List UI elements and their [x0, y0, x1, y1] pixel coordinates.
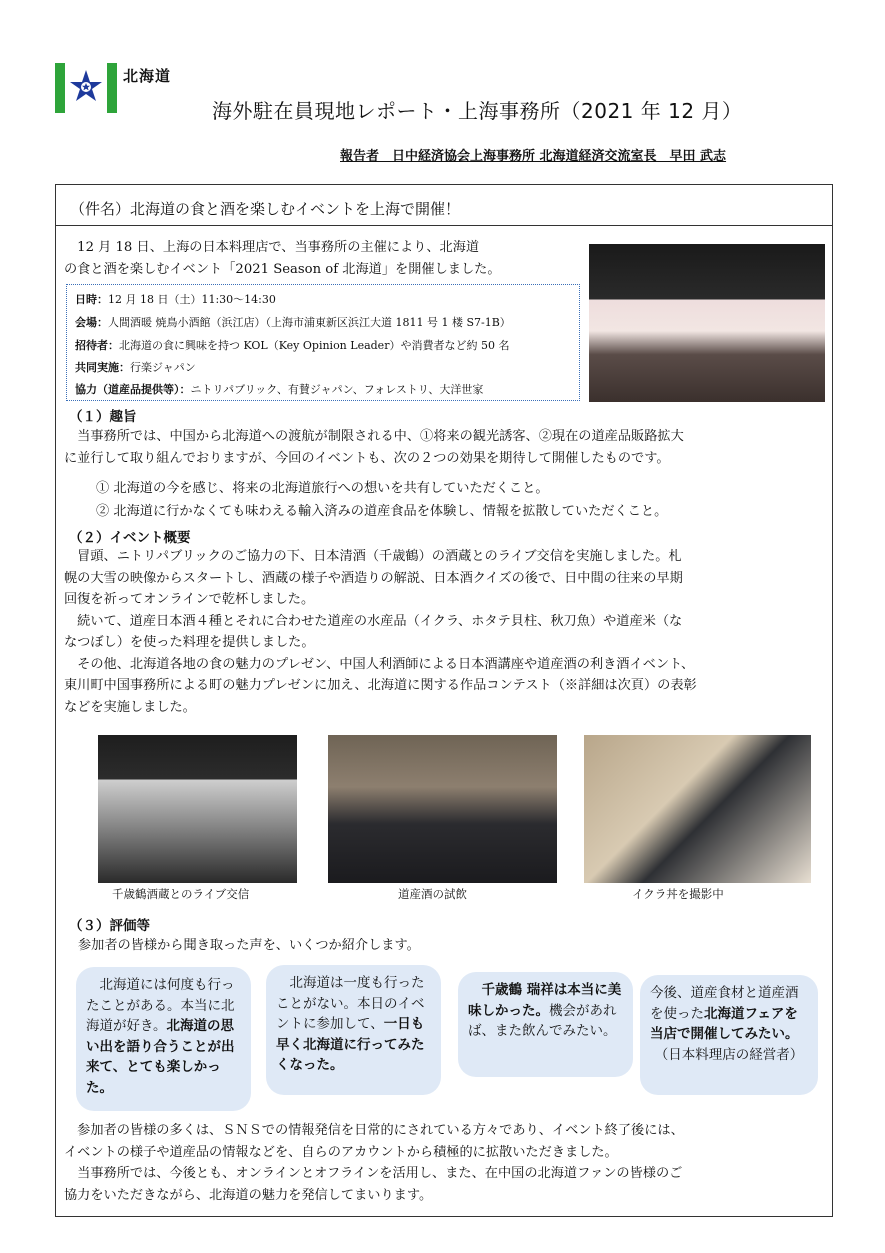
body-line: 当事務所では、今後とも、オンラインとオフラインを活用し、また、在中国の北海道ファンの皆様のご: [64, 1166, 683, 1181]
body-line: 回復を祈ってオンラインで乾杯しました。: [64, 592, 315, 607]
logo-green-bar-left: [55, 63, 65, 113]
event-info-box: [66, 284, 580, 401]
logo-green-bar-right: [107, 63, 117, 113]
body-line: 東川町中国事務所による町の魅力プレゼンに加え、北海道に関する作品コンテスト（※詳細は次頁）の表彰: [64, 678, 697, 693]
sake-tasting-photo: [328, 735, 557, 883]
feedback-bubble: 北海道には何度も行ったことがある。本当に北海道が好き。北海道の思い出を語り合うことが出来て、とても楽しかった。: [76, 967, 251, 1111]
body-line: 参加者の皆様の多くは、ＳＮＳでの情報発信を日常的にされている方々であり、イベント終了後には、: [64, 1123, 684, 1138]
info-invitees: 招待者：北海道の食に興味を持つ KOL（Key Opinion Leader）や消費者など約 50 名: [75, 339, 510, 352]
purpose-bullet-2: ② 北海道に行かなくても味わえる輸入済みの道産食品を体験し、情報を拡散していただくこと。: [96, 504, 668, 519]
body-line: イベントの様子や道産品の情報などを、自らのアカウントから積極的に拡散いただきました。: [64, 1144, 618, 1160]
hokkaido-logo: [55, 63, 181, 113]
info-date: 日時：12 月 18 日（土）11:30～14:30: [75, 293, 276, 306]
body-line: その他、北海道各地の食の魅力のプレゼン、中国人利酒師による日本酒講座や道産酒の利き酒イベント、: [64, 656, 695, 672]
photo-caption: 道産酒の試飲: [398, 887, 467, 901]
intro-line: の食と酒を楽しむイベント「2021 Season of 北海道」を開催しました。: [64, 261, 501, 277]
purpose-bullet-1: ① 北海道の今を感じ、将来の北海道旅行への想いを共有していただくこと。: [96, 481, 549, 496]
info-cooperation: 協力（道産品提供等）：ニトリパブリック、有賛ジャパン、フォレストリ、大洋世家: [75, 383, 484, 396]
feedback-attribution: （日本料理店の経営者）: [654, 1046, 804, 1063]
intro-paragraph: [64, 237, 579, 280]
section-1-body: [64, 426, 824, 469]
reporter-line: 報告者 日中経済協会上海事務所 北海道経済交流室長 早田 武志: [340, 149, 727, 164]
photo-caption: 千歳鶴酒蔵とのライブ交信: [112, 887, 250, 901]
info-venue: 会場：人間酒暖 焼鳥小酒館（浜江店）（上海市浦東新区浜江大道 1811 号 1 楼 S7-1B）: [75, 316, 511, 329]
live-session-photo: [98, 735, 297, 883]
subject-line: （件名）北海道の食と酒を楽しむイベントを上海で開催！: [70, 200, 461, 218]
body-line: 冒頭、ニトリパブリックのご協力の下、日本清酒（千歳鶴）の酒蔵とのライブ交信を実施しました。札: [64, 549, 682, 564]
info-co-host: 共同実施：行楽ジャパン: [75, 361, 196, 374]
feedback-bubble: 今後、道産食材と道産酒を使った北海道フェアを当店で開催してみたい。 （日本料理店の経営者）: [640, 975, 818, 1095]
section-1-heading: （１）趣旨: [69, 409, 137, 425]
feedback-bubble: 千歳鶴 瑞祥は本当に美味しかった。機会があれば、また飲んでみたい。: [458, 972, 633, 1077]
feedback-bubble: 北海道は一度も行ったことがない。本日のイベントに参加して、一日も早く北海道に行ってみたくなった。: [266, 965, 441, 1095]
photo-caption: イクラ丼を撮影中: [632, 887, 724, 901]
section-3-heading: （３）評価等: [69, 918, 150, 934]
hokkaido-star-emblem-icon: [65, 63, 107, 113]
intro-line: 12 月 18 日、上海の日本料理店で、当事務所の主催により、北海道: [64, 240, 480, 255]
body-line: 協力をいただきながら、北海道の魅力を発信してまいります。: [64, 1187, 433, 1203]
conclusion-paragraph: [64, 1120, 828, 1206]
body-line: 当事務所では、中国から北海道への渡航が制限される中、①将来の観光誘客、②現在の道産品販路拡大: [64, 429, 684, 444]
ikura-bowl-photo: [584, 735, 811, 883]
body-line: 続いて、道産日本酒４種とそれに合わせた道産の水産品（イクラ、ホタテ貝柱、秋刀魚）や道産米（な: [64, 613, 683, 629]
section-3-intro: 参加者の皆様から聞き取った声を、いくつか紹介します。: [78, 938, 420, 953]
body-line: 幌の大雪の映像からスタートし、酒蔵の様子や酒造りの解説、日本酒クイズの後で、日中間の往来の早期: [64, 570, 683, 586]
section-2-heading: （２）イベント概要: [69, 530, 191, 546]
section-2-body: [64, 546, 826, 718]
report-title: 海外駐在員現地レポート・上海事務所（2021 年 12 月）: [212, 99, 743, 123]
event-group-photo: [589, 244, 825, 402]
body-line: に並行して取り組んでおりますが、今回のイベントも、次の２つの効果を期待して開催したものです。: [64, 450, 670, 466]
body-line: なつぼし）を使った料理を提供しました。: [64, 635, 315, 650]
logo-text: 北海道: [123, 67, 172, 85]
body-line: などを実施しました。: [64, 699, 196, 715]
